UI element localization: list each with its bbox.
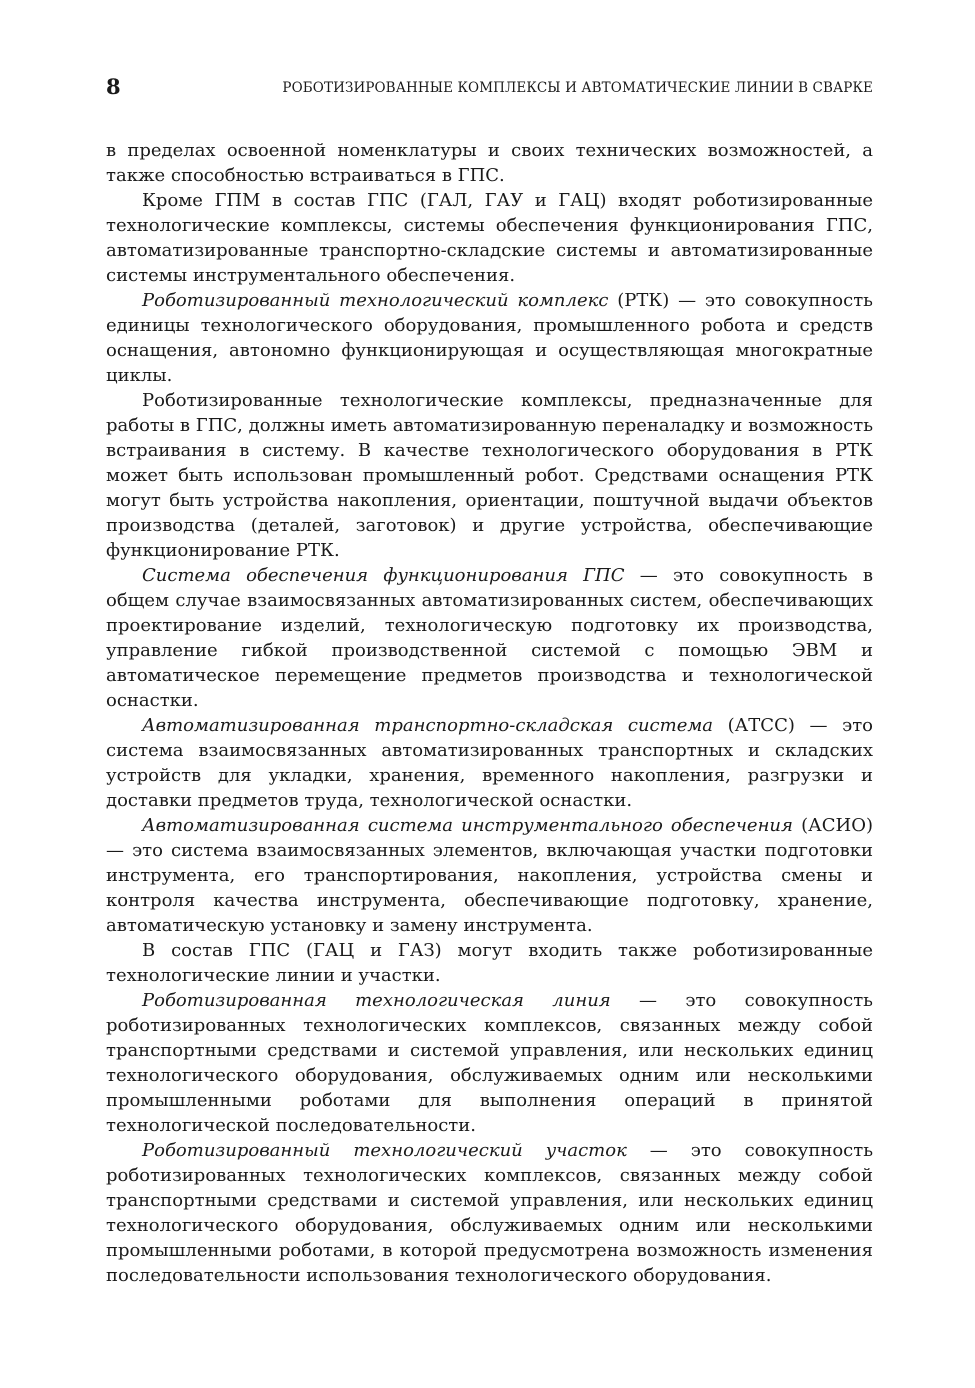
- definition-text: — это совокупность роботизированных технологических комплексов, связанных между собой транспортными средствами и системой управления, или нескольких единиц технологического оборудования, обслуживаемых одним или несколькими промышленными роботами для выполнения операций в принятой технологической последовательности.: [106, 990, 873, 1136]
- defined-term: Роботизированный технологический комплекс: [142, 290, 609, 311]
- paragraph-gps-composition: [106, 188, 873, 288]
- definition-text: — это совокупность роботизированных технологических комплексов, связанных между собой транспортными средствами и системой управления, или нескольких единиц технологического оборудования, обслуживаемых одним или несколькими промышленными роботами, в которой предусмотрена возможность изменения последовательности использования технологического оборудования.: [106, 1140, 873, 1286]
- definition-atss: [106, 713, 873, 813]
- definition-support-system: [106, 563, 873, 713]
- definition-robotic-line: [106, 988, 873, 1138]
- definition-text: — это совокупность в общем случае взаимосвязанных автоматизированных систем, обеспечивающих проектирование изделий, технологическую подготовку их производства, управление гибкой производственной системой с помощью ЭВМ и автоматическое перемещение предметов производства и технологической оснастки.: [106, 565, 873, 711]
- defined-term: Автоматизированная транспортно-складская система: [142, 715, 714, 736]
- paragraph-rtk-requirements: [106, 388, 873, 563]
- page-number: 8: [106, 74, 121, 99]
- defined-term: Роботизированный технологический участок: [142, 1140, 627, 1161]
- defined-term: Автоматизированная система инструментального обеспечения: [142, 815, 793, 836]
- defined-term: Роботизированная технологическая линия: [142, 990, 611, 1011]
- paragraph-text: В состав ГПС (ГАЦ и ГАЗ) могут входить также роботизированные технологические линии и участки.: [106, 940, 873, 986]
- paragraph-text: Роботизированные технологические комплексы, предназначенные для работы в ГПС, должны иметь автоматизированную переналадку и возможность встраивания в систему. В качестве технологического оборудования в РТК может быть использован промышленный робот. Средствами оснащения РТК могут быть устройства накопления, ориентации, поштучной выдачи объектов производства (деталей, заготовок) и другие устройства, обеспечивающие функционирование РТК.: [106, 390, 874, 561]
- definition-text: (РТК) — это совокупность единицы технологического оборудования, промышленного робота и средств оснащения, автономно функционирующая и осуществляющая многократные циклы.: [106, 290, 873, 386]
- definition-asio: [106, 813, 873, 938]
- running-header-title: РОБОТИЗИРОВАННЫЕ КОМПЛЕКСЫ И АВТОМАТИЧЕСКИЕ ЛИНИИ В СВАРКЕ: [282, 80, 873, 96]
- paragraph-text: Кроме ГПМ в состав ГПС (ГАЛ, ГАУ и ГАЦ) входят роботизированные технологические комплексы, системы обеспечения функционирования ГПС, автоматизированные транспортно-складские системы и автоматизированные системы инструментального обеспечения.: [106, 190, 873, 286]
- definition-text: (АСИО) — это система взаимосвязанных элементов, включающая участки подготовки инструмента, его транспортирования, накопления, устройства смены и контроля качества инструмента, обеспечивающие подготовку, хранение, автоматическую установку и замену инструмента.: [106, 815, 874, 936]
- definition-rtk: [106, 288, 873, 388]
- paragraph-text: в пределах освоенной номенклатуры и своих технических возможностей, а также способностью встраиваться в ГПС.: [106, 140, 873, 186]
- definition-robotic-section: [106, 1138, 873, 1288]
- definition-text: (АТСС) — это система взаимосвязанных автоматизированных транспортных и складских устройств для укладки, хранения, временного накопления, разгрузки и доставки предметов труда, технологической оснастки.: [106, 715, 873, 811]
- paragraph-lines-and-sections: [106, 938, 873, 988]
- paragraph-continuation: [106, 138, 873, 188]
- body-text: [106, 138, 873, 1288]
- defined-term: Система обеспечения функционирования ГПС: [142, 565, 625, 586]
